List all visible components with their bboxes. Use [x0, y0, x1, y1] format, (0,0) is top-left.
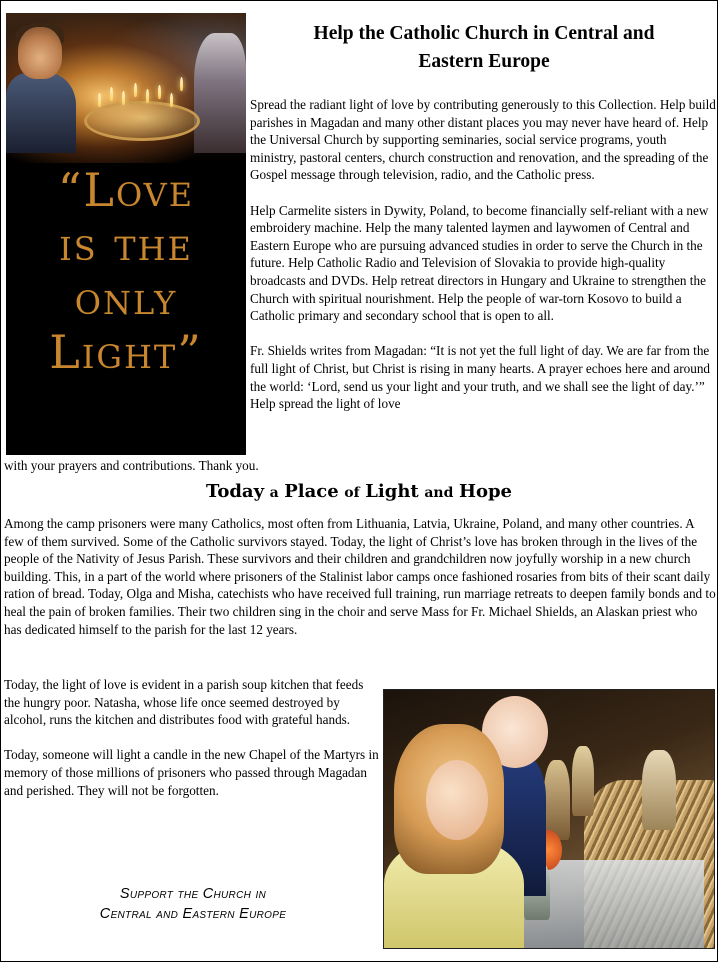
heading-word: of: [344, 485, 360, 501]
section-heading: [0, 481, 718, 504]
quote-line: only: [74, 271, 178, 325]
intro-paragraph-3-tail: with your prayers and contributions. Thank you.: [4, 458, 259, 473]
candle-stand: [84, 101, 200, 141]
candle-flame: [180, 77, 183, 91]
story-paragraph-3: Today, someone will light a candle in the new Chapel of the Martyrs in memory of those millions of prisoners who passed through Magadan and perished. They will not be forgotten.: [4, 747, 379, 798]
quote-line: Light”: [49, 325, 203, 379]
candle-flame: [158, 85, 161, 99]
candle-flame: [98, 93, 101, 107]
support-tagline: [40, 884, 346, 924]
support-line-1: Support the Church in: [119, 886, 267, 902]
intro-text: [250, 96, 716, 430]
candle-flame: [122, 91, 125, 105]
candle-flame: [146, 89, 149, 103]
heading-word: and: [424, 485, 454, 501]
heading-word: a: [269, 485, 279, 501]
child-head: [18, 27, 62, 79]
candle-flame: [110, 87, 113, 101]
candle-flame: [134, 83, 137, 97]
woman-figure: [194, 33, 246, 153]
child-figure: [6, 73, 76, 153]
heading-word: Light: [365, 481, 419, 502]
story-paragraph-2: Today, the light of love is evident in a parish soup kitchen that feeds the hungry poor. Natasha, whose life once seemed destroyed by alcohol, runs the kitchen and distributes food with grateful hands.: [4, 677, 364, 728]
page-title: [250, 20, 718, 76]
poster-quote: [6, 163, 246, 379]
quote-line: “Love: [57, 163, 195, 217]
heading-word: Hope: [458, 481, 512, 502]
heading-word: Place: [284, 481, 339, 502]
story-text: [4, 515, 716, 638]
story-paragraph-1: Among the camp prisoners were many Catholics, most often from Lithuania, Latvia, Ukraine, Poland, and many other countries. A few of them survived. Some of the Catholic survivors stayed. Today, the light of Christ’s love has broken through in the lives of the people of the Nativity of Jesus Parish. These survivors and their children and grandchildren now joyfully worship in a new church building. This, in a part of the world where prisoners of the Stalinist labor camps once fashioned rosaries from bits of their scant daily ration of bread. Today, Olga and Misha, catechists who have received full training, run marriage retreats to deepen family bonds and to heal the pain of broken families. Their two children sing in the choir and serve Mass for Fr. Michael Shields, an Alaskan priest who has dedicated himself to the parish for the last 12 years.: [4, 516, 716, 637]
children-nativity-photo: [383, 689, 715, 949]
nativity-figure: [642, 750, 676, 830]
intro-paragraph-3: Fr. Shields writes from Magadan: “It is not yet the full light of day. We are far from the full light of Christ, but Christ is rising in many hearts. A prayer echoes here and around the world: ‘Lord, send us your light and your truth, and we shall see the light of day.’” Help spread the light of love: [250, 343, 711, 412]
love-light-poster: [6, 13, 246, 455]
title-line-2: Eastern Europe: [418, 51, 550, 72]
intro-paragraph-2: Help Carmelite sisters in Dywity, Poland, to become financially self-reliant with a new embroidery machine. Help the many talented laymen and laywomen of Central and Eastern Europe who are pursuing advanced studies in order to serve the Church in the future. Help Catholic Radio and Television of Slovakia to provide high-quality broadcasts and DVDs. Help retreat directors in Hungary and Ukraine to strengthen the Church with spiritual nourishment. Help the people of war-torn Kosovo to build a Catholic primary and secondary school that is open to all.: [250, 202, 709, 324]
nativity-figure: [572, 746, 594, 816]
quote-line: is the: [59, 217, 193, 271]
candle-lighting-photo: [6, 13, 246, 163]
girl-face: [426, 760, 488, 840]
heading-word: Today: [205, 481, 265, 502]
support-line-2: Central and Eastern Europe: [99, 906, 287, 922]
title-line-1: Help the Catholic Church in Central and: [313, 23, 655, 44]
nativity-figure: [544, 760, 570, 840]
lower-text: [4, 676, 380, 817]
candle-flame: [170, 93, 173, 107]
intro-paragraph-1: Spread the radiant light of love by contributing generously to this Collection. Help build parishes in Magadan and many other distant places you may never have heard of. Help the Universal Church by supporting seminaries, social service programs, youth ministry, pastoral centers, church construction and renovation, and the spreading of the Gospel message through television, radio, and the Catholic press.: [250, 97, 716, 183]
